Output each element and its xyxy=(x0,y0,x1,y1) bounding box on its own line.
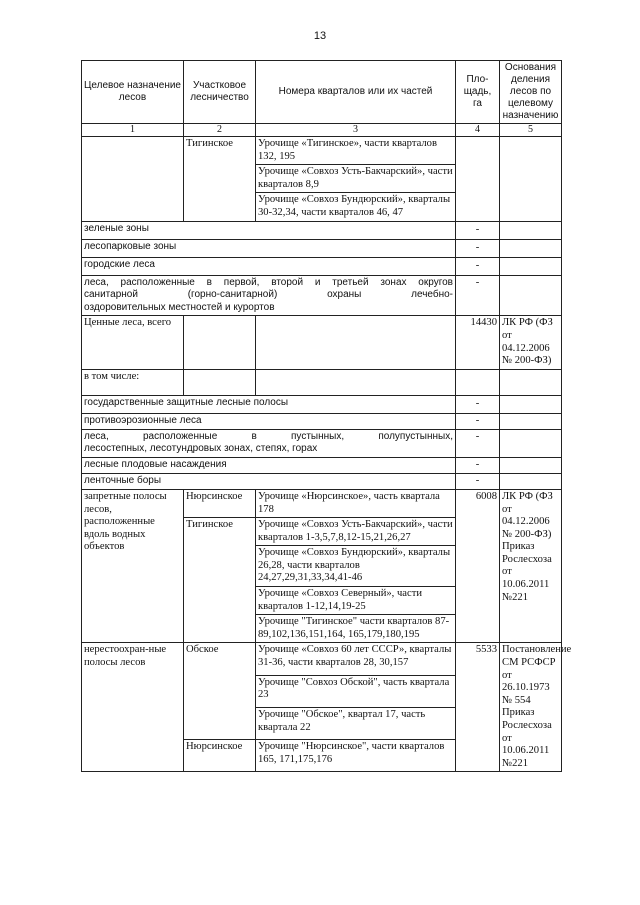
category-cell: противоэрозионные леса xyxy=(82,413,456,429)
table-row xyxy=(82,457,562,473)
text-line: леса, расположенные в первой, второй и третьей зонах округов xyxy=(84,276,453,288)
area-cell: 14430 xyxy=(456,316,500,369)
header-area: Пло-щадь, га xyxy=(456,61,500,124)
district-cell: Нюрсинское xyxy=(184,489,256,517)
quarters-cell: Урочище "Нюрсинское", части кварталов 165, 171,175,176 xyxy=(256,740,456,772)
area-cell: - xyxy=(456,429,500,457)
table-row xyxy=(82,221,562,239)
empty-cell xyxy=(500,369,562,395)
table-row xyxy=(82,643,562,675)
category-cell xyxy=(82,429,456,457)
category-cell: в том числе: xyxy=(82,369,184,395)
quarters-cell: Урочище «Совхоз Усть-Бакчарский», части кварталов 1-3,5,7,8,12-15,21,26,27 xyxy=(256,518,456,546)
category-cell xyxy=(82,275,456,316)
quarters-cell: Урочище «Нюрсинское», часть квартала 178 xyxy=(256,489,456,517)
table-row xyxy=(82,275,562,316)
category-cell: лесные плодовые насаждения xyxy=(82,457,456,473)
header-purpose: Целевое назначение лесов xyxy=(82,61,184,124)
empty-cell xyxy=(184,369,256,395)
text-line: лесостепных, лесотундровых зонах, степях, горах xyxy=(84,443,318,455)
quarters-cell: Урочище "Совхоз Обской", часть квартала 23 xyxy=(256,675,456,707)
empty-cell xyxy=(500,137,562,222)
header-basis: Основания деления лесов по целевому назначению xyxy=(500,61,562,124)
empty-cell xyxy=(500,395,562,413)
forest-purpose-table xyxy=(81,60,572,772)
text-line: санитарной (горно-санитарной) охраны лечебно- xyxy=(84,289,453,301)
quarters-cell: Урочище "Тигинское" части кварталов 87-89,102,136,151,164, 165,179,180,195 xyxy=(256,615,456,643)
basis-cell: Постановление СМ РСФСР от 26.10.1973 № 554 Приказ Рослесхоза от 10.06.2011 №221 xyxy=(500,643,562,772)
table-row xyxy=(82,413,562,429)
quarters-cell: Урочище «Совхоз Бундюрский», кварталы 30-32,34, части кварталов 46, 47 xyxy=(256,193,456,221)
header-quarters: Номера кварталов или их частей xyxy=(256,61,456,124)
district-cell: Тигинское xyxy=(184,137,256,222)
category-cell: государственные защитные лесные полосы xyxy=(82,395,456,413)
quarters-cell: Урочище «Совхоз Северный», части кварталов 1-12,14,19-25 xyxy=(256,587,456,615)
empty-cell xyxy=(256,369,456,395)
area-cell: - xyxy=(456,221,500,239)
district-cell: Нюрсинское xyxy=(184,740,256,772)
area-cell: - xyxy=(456,473,500,489)
table-row xyxy=(82,137,562,165)
empty-cell xyxy=(500,413,562,429)
empty-cell xyxy=(82,137,184,222)
district-cell: Тигинское xyxy=(184,518,256,643)
category-cell: Ценные леса, всего xyxy=(82,316,184,369)
category-cell: зеленые зоны xyxy=(82,221,456,239)
table-row xyxy=(82,473,562,489)
table-row xyxy=(82,489,562,517)
empty-cell xyxy=(456,137,500,222)
empty-cell xyxy=(500,275,562,316)
area-cell: 6008 xyxy=(456,489,500,643)
quarters-cell: Урочище «Совхоз 60 лет СССР», кварталы 31-36, части кварталов 28, 30,157 xyxy=(256,643,456,675)
col-num-1: 1 xyxy=(82,124,184,137)
table-row xyxy=(82,429,562,457)
quarters-cell: Урочище «Совхоз Бундюрский», кварталы 26,28, части кварталов 24,27,29,31,33,34,41-46 xyxy=(256,546,456,587)
category-cell: ленточные боры xyxy=(82,473,456,489)
area-cell: - xyxy=(456,413,500,429)
empty-cell xyxy=(500,239,562,257)
table-row xyxy=(82,316,562,369)
area-cell: - xyxy=(456,275,500,316)
empty-cell xyxy=(500,221,562,239)
category-cell: городские леса xyxy=(82,257,456,275)
area-cell: - xyxy=(456,257,500,275)
area-cell: - xyxy=(456,457,500,473)
empty-cell xyxy=(500,457,562,473)
category-cell: нерестоохран-ные полосы лесов xyxy=(82,643,184,772)
column-numbers-row xyxy=(82,124,562,137)
table-header-row xyxy=(82,61,562,124)
quarters-cell: Урочище «Тигинское», части кварталов 132, 195 xyxy=(256,137,456,165)
category-cell: лесопарковые зоны xyxy=(82,239,456,257)
col-num-4: 4 xyxy=(456,124,500,137)
empty-cell xyxy=(500,473,562,489)
header-district: Участковое лесничество xyxy=(184,61,256,124)
quarters-cell: Урочище «Совхоз Усть-Бакчарский», части кварталов 8,9 xyxy=(256,165,456,193)
table-row xyxy=(82,257,562,275)
category-cell: запретные полосы лесов, расположенные вдоль водных объектов xyxy=(82,489,184,643)
table-row xyxy=(82,239,562,257)
basis-cell: ЛК РФ (ФЗ от 04.12.2006 № 200-ФЗ) Приказ Рослесхоза от 10.06.2011 №221 xyxy=(500,489,562,643)
empty-cell xyxy=(184,316,256,369)
district-cell: Обское xyxy=(184,643,256,740)
empty-cell xyxy=(256,316,456,369)
empty-cell xyxy=(500,257,562,275)
area-cell: - xyxy=(456,395,500,413)
quarters-cell: Урочище "Обское", квартал 17, часть квартала 22 xyxy=(256,707,456,739)
empty-cell xyxy=(500,429,562,457)
table-row xyxy=(82,395,562,413)
col-num-5: 5 xyxy=(500,124,562,137)
area-cell: - xyxy=(456,239,500,257)
table-row xyxy=(82,369,562,395)
col-num-3: 3 xyxy=(256,124,456,137)
text-line: леса, расположенные в пустынных, полупустынных, xyxy=(84,430,453,442)
col-num-2: 2 xyxy=(184,124,256,137)
page-number: 13 xyxy=(313,30,327,42)
empty-cell xyxy=(456,369,500,395)
area-cell: 5533 xyxy=(456,643,500,772)
basis-cell: ЛК РФ (ФЗ от 04.12.2006 № 200-ФЗ) xyxy=(500,316,562,369)
text-line: оздоровительных местностей и курортов xyxy=(84,301,275,313)
